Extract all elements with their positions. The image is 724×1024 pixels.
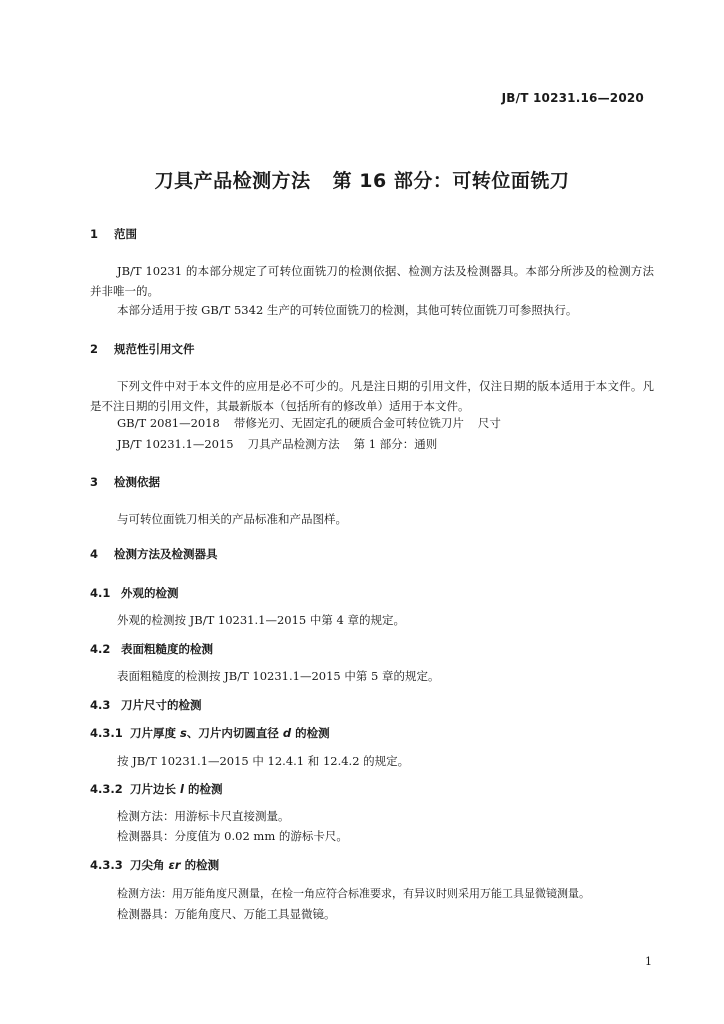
section-4-3-3-tool: 检测器具：万能角度尺、万能工具显微镜。 — [117, 907, 336, 921]
section-number: 4.3.2 — [90, 782, 123, 796]
section-number: 3 — [90, 475, 99, 489]
section-4-1-paragraph: 外观的检测按 JB/T 10231.1—2015 中第 4 章的规定。 — [117, 613, 406, 627]
section-number: 4.3.1 — [90, 726, 123, 740]
section-4-3-1-paragraph: 按 JB/T 10231.1—2015 中 12.4.1 和 12.4.2 的规定。 — [117, 754, 410, 768]
reference-code: JB/T 10231.1—2015 — [117, 437, 234, 451]
section-1-paragraph-2: 本部分适用于按 GB/T 5342 生产的可转位面铣刀的检测，其他可转位面铣刀可参照执行。 — [117, 303, 578, 317]
title-part-b: 第 16 部分：可转位面铣刀 — [332, 170, 570, 192]
reference-title: 刀具产品检测方法 — [247, 437, 340, 451]
section-title: 表面粗糙度的检测 — [121, 642, 213, 656]
reference-suffix: 第 1 部分：通则 — [353, 437, 438, 451]
section-number: 1 — [90, 227, 99, 241]
reference-code: GB/T 2081—2018 — [117, 416, 220, 430]
section-4-3-heading — [90, 697, 202, 713]
section-title: 刀片尺寸的检测 — [121, 698, 202, 712]
section-number: 4 — [90, 547, 99, 561]
section-number: 4.1 — [90, 586, 111, 600]
document-title — [0, 166, 724, 193]
symbol-d: d — [282, 726, 292, 740]
section-4-heading — [90, 546, 218, 562]
section-3-heading — [90, 474, 160, 490]
standard-number: JB/T 10231.16—2020 — [501, 91, 644, 105]
section-4-3-2-tool: 检测器具：分度值为 0.02 mm 的游标卡尺。 — [117, 829, 348, 843]
reference-jb-10231-1 — [117, 436, 437, 452]
section-1-heading — [90, 226, 137, 242]
symbol-s: s — [180, 726, 187, 740]
section-number: 4.3.3 — [90, 858, 123, 872]
reference-title: 带修光刃、无固定孔的硬质合金可转位铣刀片 — [233, 416, 464, 430]
section-title: 外观的检测 — [121, 586, 179, 600]
section-2-heading — [90, 341, 195, 357]
section-title: 检测依据 — [114, 475, 160, 489]
section-4-2-heading — [90, 641, 213, 657]
symbol-l: l — [180, 782, 184, 796]
section-3-paragraph-1: 与可转位面铣刀相关的产品标准和产品图样。 — [117, 512, 347, 526]
section-4-1-heading — [90, 585, 179, 601]
section-4-3-1-heading — [90, 725, 330, 741]
section-1-paragraph-1: JB/T 10231 的本部分规定了可转位面铣刀的检测依据、检测方法及检测器具。本部分所涉及的检测方法并非唯一的。 — [90, 264, 654, 298]
section-4-3-2-method: 检测方法：用游标卡尺直接测量。 — [117, 809, 290, 823]
section-number: 2 — [90, 342, 99, 356]
section-4-3-3-heading — [90, 857, 219, 873]
section-4-3-2-heading — [90, 781, 222, 797]
section-number: 4.3 — [90, 698, 111, 712]
section-title: 范围 — [114, 227, 137, 241]
section-title: 规范性引用文件 — [114, 342, 195, 356]
section-title: 刀片边长 l 的检测 — [130, 782, 223, 796]
title-part-a: 刀具产品检测方法 — [154, 170, 311, 192]
section-2-paragraph-1: 下列文件中对于本文件的应用是必不可少的。凡是注日期的引用文件，仅注日期的版本适用于本文件。凡是不注日期的引用文件，其最新版本（包括所有的修改单）适用于本文件。 — [90, 379, 654, 413]
section-4-3-3-method: 检测方法：用万能角度尺测量，在检一角应符合标准要求，有异议时则采用万能工具显微镜测量。 — [117, 887, 590, 900]
symbol-epsilon-r: εr — [168, 858, 181, 872]
reference-gb-2081 — [117, 415, 501, 431]
section-title: 检测方法及检测器具 — [114, 547, 218, 561]
page-number: 1 — [645, 955, 652, 968]
section-4-2-paragraph: 表面粗糙度的检测按 JB/T 10231.1—2015 中第 5 章的规定。 — [117, 669, 440, 683]
section-title: 刀片厚度 s、刀片内切圆直径 d 的检测 — [130, 726, 330, 740]
reference-suffix: 尺寸 — [477, 416, 501, 430]
section-title: 刀尖角 εr 的检测 — [130, 858, 220, 872]
section-number: 4.2 — [90, 642, 111, 656]
